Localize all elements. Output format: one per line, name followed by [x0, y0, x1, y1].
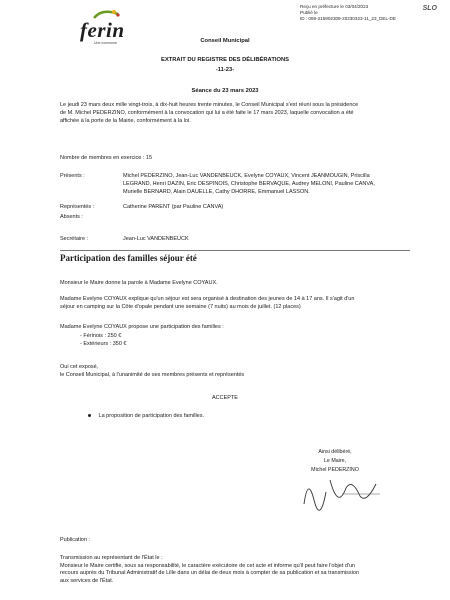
body-p4-line: le Conseil Municipal, à l'unanimité de ses membres présents et représentés [60, 372, 245, 378]
council-heading: Conseil Municipal [200, 38, 250, 44]
body-p4-line: Oui cet exposé, [60, 364, 99, 370]
fee-item: - Férinois : 250 € [80, 333, 122, 339]
stamp-published: Publié le [300, 10, 318, 16]
present-list [123, 172, 413, 196]
represented-label: Représentés : [60, 204, 95, 210]
logo-tagline: Une commune [94, 41, 117, 45]
prefecture-stamp [300, 4, 445, 23]
body-p2-line: Madame Evelyne COYAUX explique qu'un séjour est sera organisé à destination des jeunes de 14 à 17 ans. Il s'agit d'un [60, 296, 355, 302]
footer-legal [60, 555, 425, 585]
fees-list [80, 333, 126, 348]
body-p2-line: séjour en camping sur la Côte d'opale pendant une semaine (7 nuits) au mois de juillet. (12 places) [60, 304, 301, 310]
decision-bullet [88, 413, 204, 419]
stamp-id: ID : 059-215902309-20230323-11_23_DEL-DE [300, 16, 396, 22]
handwritten-signature-icon [290, 470, 390, 515]
present-line: Murielle BERNARD, Alain DAUELLE, Cathy DHORRE, Emmanuel LASSON. [123, 189, 310, 195]
body-p2 [60, 295, 410, 311]
signature-place: Ainsi délibéré, [318, 449, 352, 455]
intro-line: Le jeudi 23 mars deux mille vingt-trois, à dix-huit heures trente minutes, le Conseil Municipal s'est réuni sous la présidence [60, 102, 359, 108]
bullet-icon [88, 414, 91, 417]
divider [60, 250, 410, 251]
session-date: Séance du 23 mars 2023 [191, 88, 259, 94]
registry-heading: EXTRAIT DU REGISTRE DES DÉLIBÉRATIONS [160, 57, 290, 63]
intro-paragraph [60, 101, 410, 125]
footer-line: Transmission au représentant de l'État le : [60, 555, 163, 561]
accepted-label: ACCEPTE [212, 395, 238, 401]
secretary-value: Jean-Luc VANDENBEUCK [123, 236, 189, 242]
section-title: Participation des familles séjour été [60, 253, 197, 263]
intro-line: de M. Michel PEDERZINO, conformément à la convocation qui lui a été faite le 17 mars 2023, laquelle convocation a été [60, 110, 354, 116]
signature-name: Michel PEDERZINO [311, 467, 359, 473]
decision-text: La proposition de participation des familles. [98, 413, 205, 419]
footer-line: Monsieur le Maire certifie, sous sa responsabilité, le caractère exécutoire de cet acte et informe qu'il peut faire l'objet d'un [60, 562, 356, 569]
footer-line: aux services de l'État. [60, 577, 114, 584]
body-p3: Madame Evelyne COYAUX propose une participation des familles : [60, 324, 224, 330]
publication-label: Publication : [60, 537, 90, 543]
members-count: Nombre de membres en exercice : 15 [60, 155, 153, 161]
absent-label: Absents : [60, 214, 83, 220]
deliberation-number: -11-23- [215, 67, 235, 73]
present-label: Présents : [60, 173, 85, 179]
body-p4 [60, 363, 410, 379]
fee-item: - Extérieurs : 350 € [80, 340, 127, 347]
signature-role: Le Maire, [323, 458, 347, 464]
logo-name: ferin [80, 18, 125, 42]
intro-line: affichée à la porte de la Mairie, conformément à la loi. [60, 118, 191, 124]
body-p1: Monsieur le Maire donne la parole à Madame Evelyne COYAUX. [60, 280, 218, 286]
stamp-code: SLO [422, 5, 437, 12]
stamp-received: Reçu en préfecture le 03/04/2023 [300, 4, 369, 9]
represented-value: Catherine PARENT (par Pauline CANVA) [123, 204, 224, 210]
present-line: Michel PEDERZINO, Jean-Luc VANDENBEUCK, Evelyne COYAUX, Vincent JEANMOUGIN, Priscilla [123, 173, 370, 179]
secretary-label: Secrétaire : [60, 236, 89, 242]
present-line: LEGRAND, Henri DAZIN, Eric DESPINOIS, Christophe BERVAQUE, Audrey MELONI, Pauline CANVA, [123, 181, 375, 187]
footer-line: recours auprès du Tribunal Administratif de Lille dans un délai de deux mois à compter de sa publication et sa transmission [60, 570, 359, 576]
